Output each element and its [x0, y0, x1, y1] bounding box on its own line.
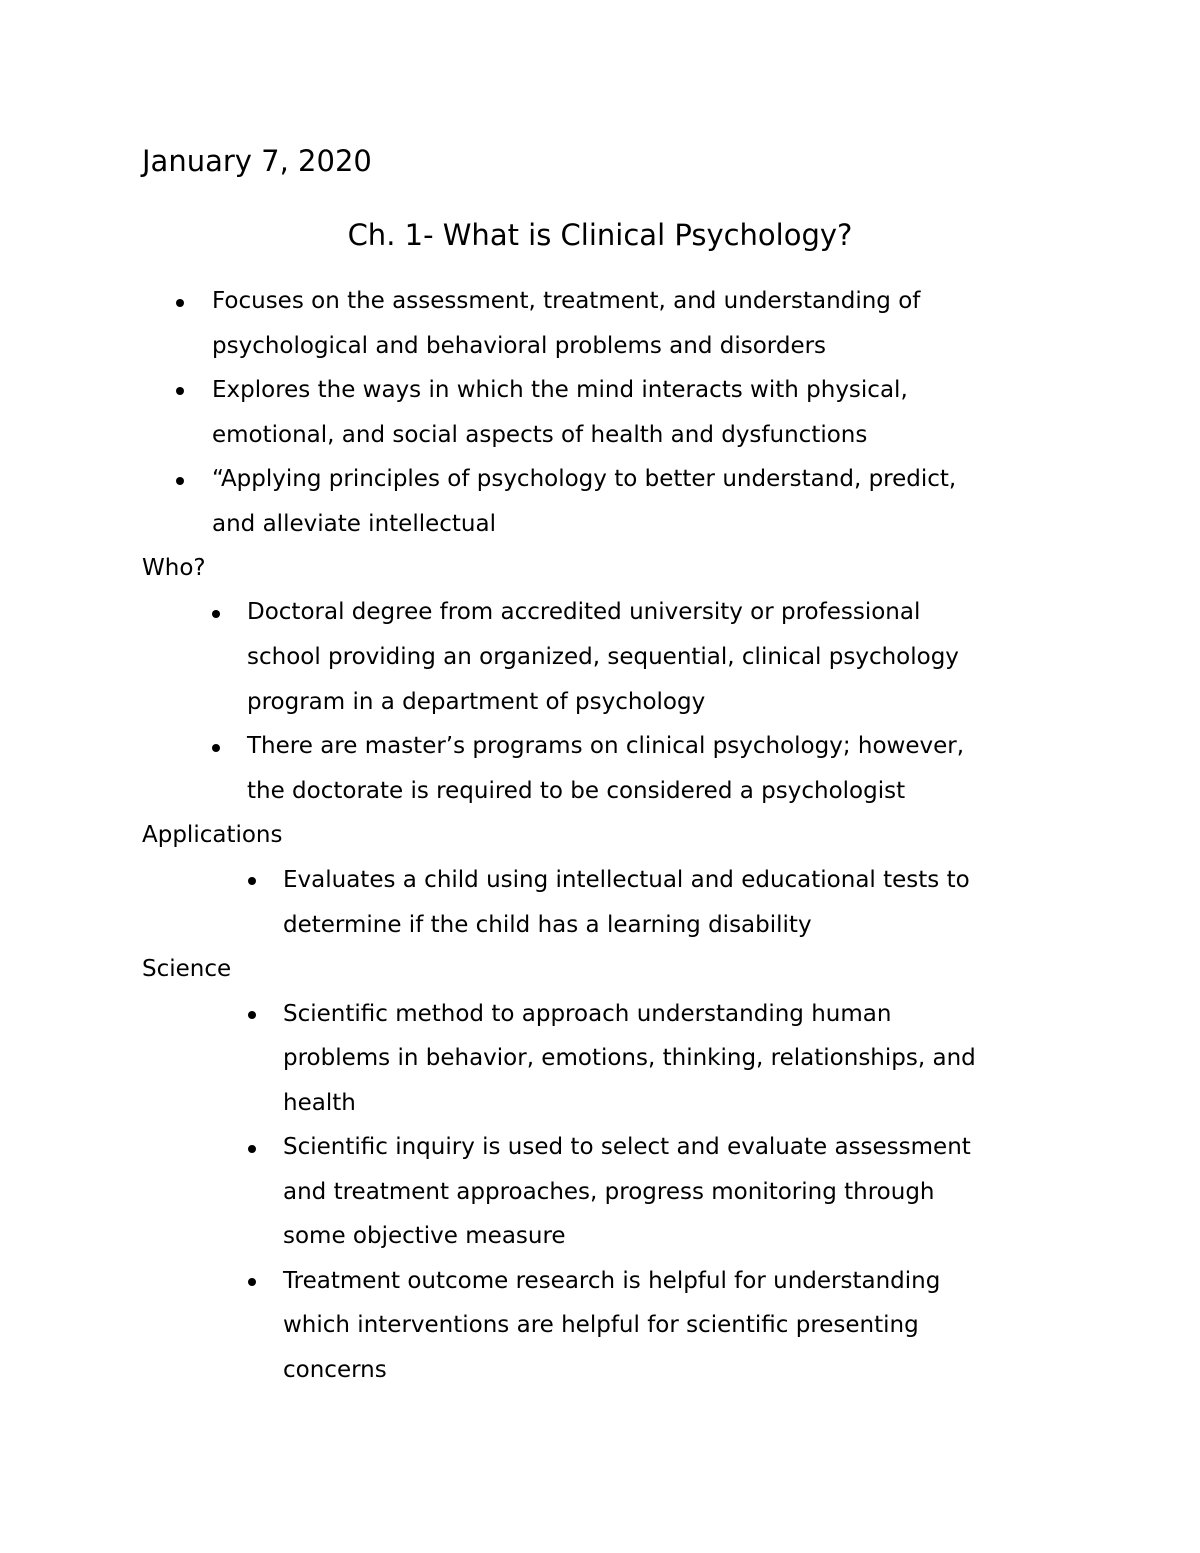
list-item-line: some objective measure — [283, 1223, 566, 1249]
list-item-line: “Applying principles of psychology to better understand, predict, — [212, 466, 957, 492]
list-item-line: program in a department of psychology — [247, 689, 706, 715]
list-item-line: concerns — [283, 1357, 387, 1383]
list-item-line: Treatment outcome research is helpful for understanding — [283, 1268, 941, 1294]
list-item-line: problems in behavior, emotions, thinking, relationships, and — [283, 1045, 976, 1071]
list-item-line: Doctoral degree from accredited university or professional — [247, 599, 921, 625]
list-item-line: Scientific method to approach understanding human — [283, 1001, 892, 1027]
list-item-line: Explores the ways in which the mind interacts with physical, — [212, 377, 908, 403]
section-heading-who: Who? — [142, 555, 206, 581]
bullet-dot-icon — [248, 1011, 256, 1019]
bullet-dot-icon — [212, 744, 220, 752]
list-item-line: determine if the child has a learning disability — [283, 912, 812, 938]
document-title: Ch. 1- What is Clinical Psychology? — [347, 218, 853, 252]
section-heading-applications: Applications — [142, 822, 283, 848]
bullet-dot-icon — [176, 387, 184, 395]
section-heading-science: Science — [142, 956, 232, 982]
bullet-dot-icon — [176, 299, 184, 307]
bullet-dot-icon — [248, 877, 256, 885]
list-item-line: Scientific inquiry is used to select and evaluate assessment — [283, 1134, 971, 1160]
bullet-dot-icon — [248, 1278, 256, 1286]
list-item-line: which interventions are helpful for scientific presenting — [283, 1312, 919, 1338]
bullet-dot-icon — [248, 1145, 256, 1153]
list-item-line: Focuses on the assessment, treatment, and understanding of — [212, 288, 921, 314]
list-item-line: There are master’s programs on clinical psychology; however, — [247, 733, 965, 759]
bullet-dot-icon — [212, 610, 220, 618]
list-item-line: psychological and behavioral problems and disorders — [212, 333, 827, 359]
list-item-line: and alleviate intellectual — [212, 511, 496, 537]
list-item-line: school providing an organized, sequential, clinical psychology — [247, 644, 959, 670]
bullet-dot-icon — [176, 477, 184, 485]
list-item-line: and treatment approaches, progress monitoring through — [283, 1179, 935, 1205]
list-item-line: the doctorate is required to be considered a psychologist — [247, 778, 906, 804]
document-date: January 7, 2020 — [142, 144, 372, 178]
list-item-line: emotional, and social aspects of health and dysfunctions — [212, 422, 868, 448]
list-item-line: health — [283, 1090, 356, 1116]
list-item-line: Evaluates a child using intellectual and educational tests to — [283, 867, 970, 893]
